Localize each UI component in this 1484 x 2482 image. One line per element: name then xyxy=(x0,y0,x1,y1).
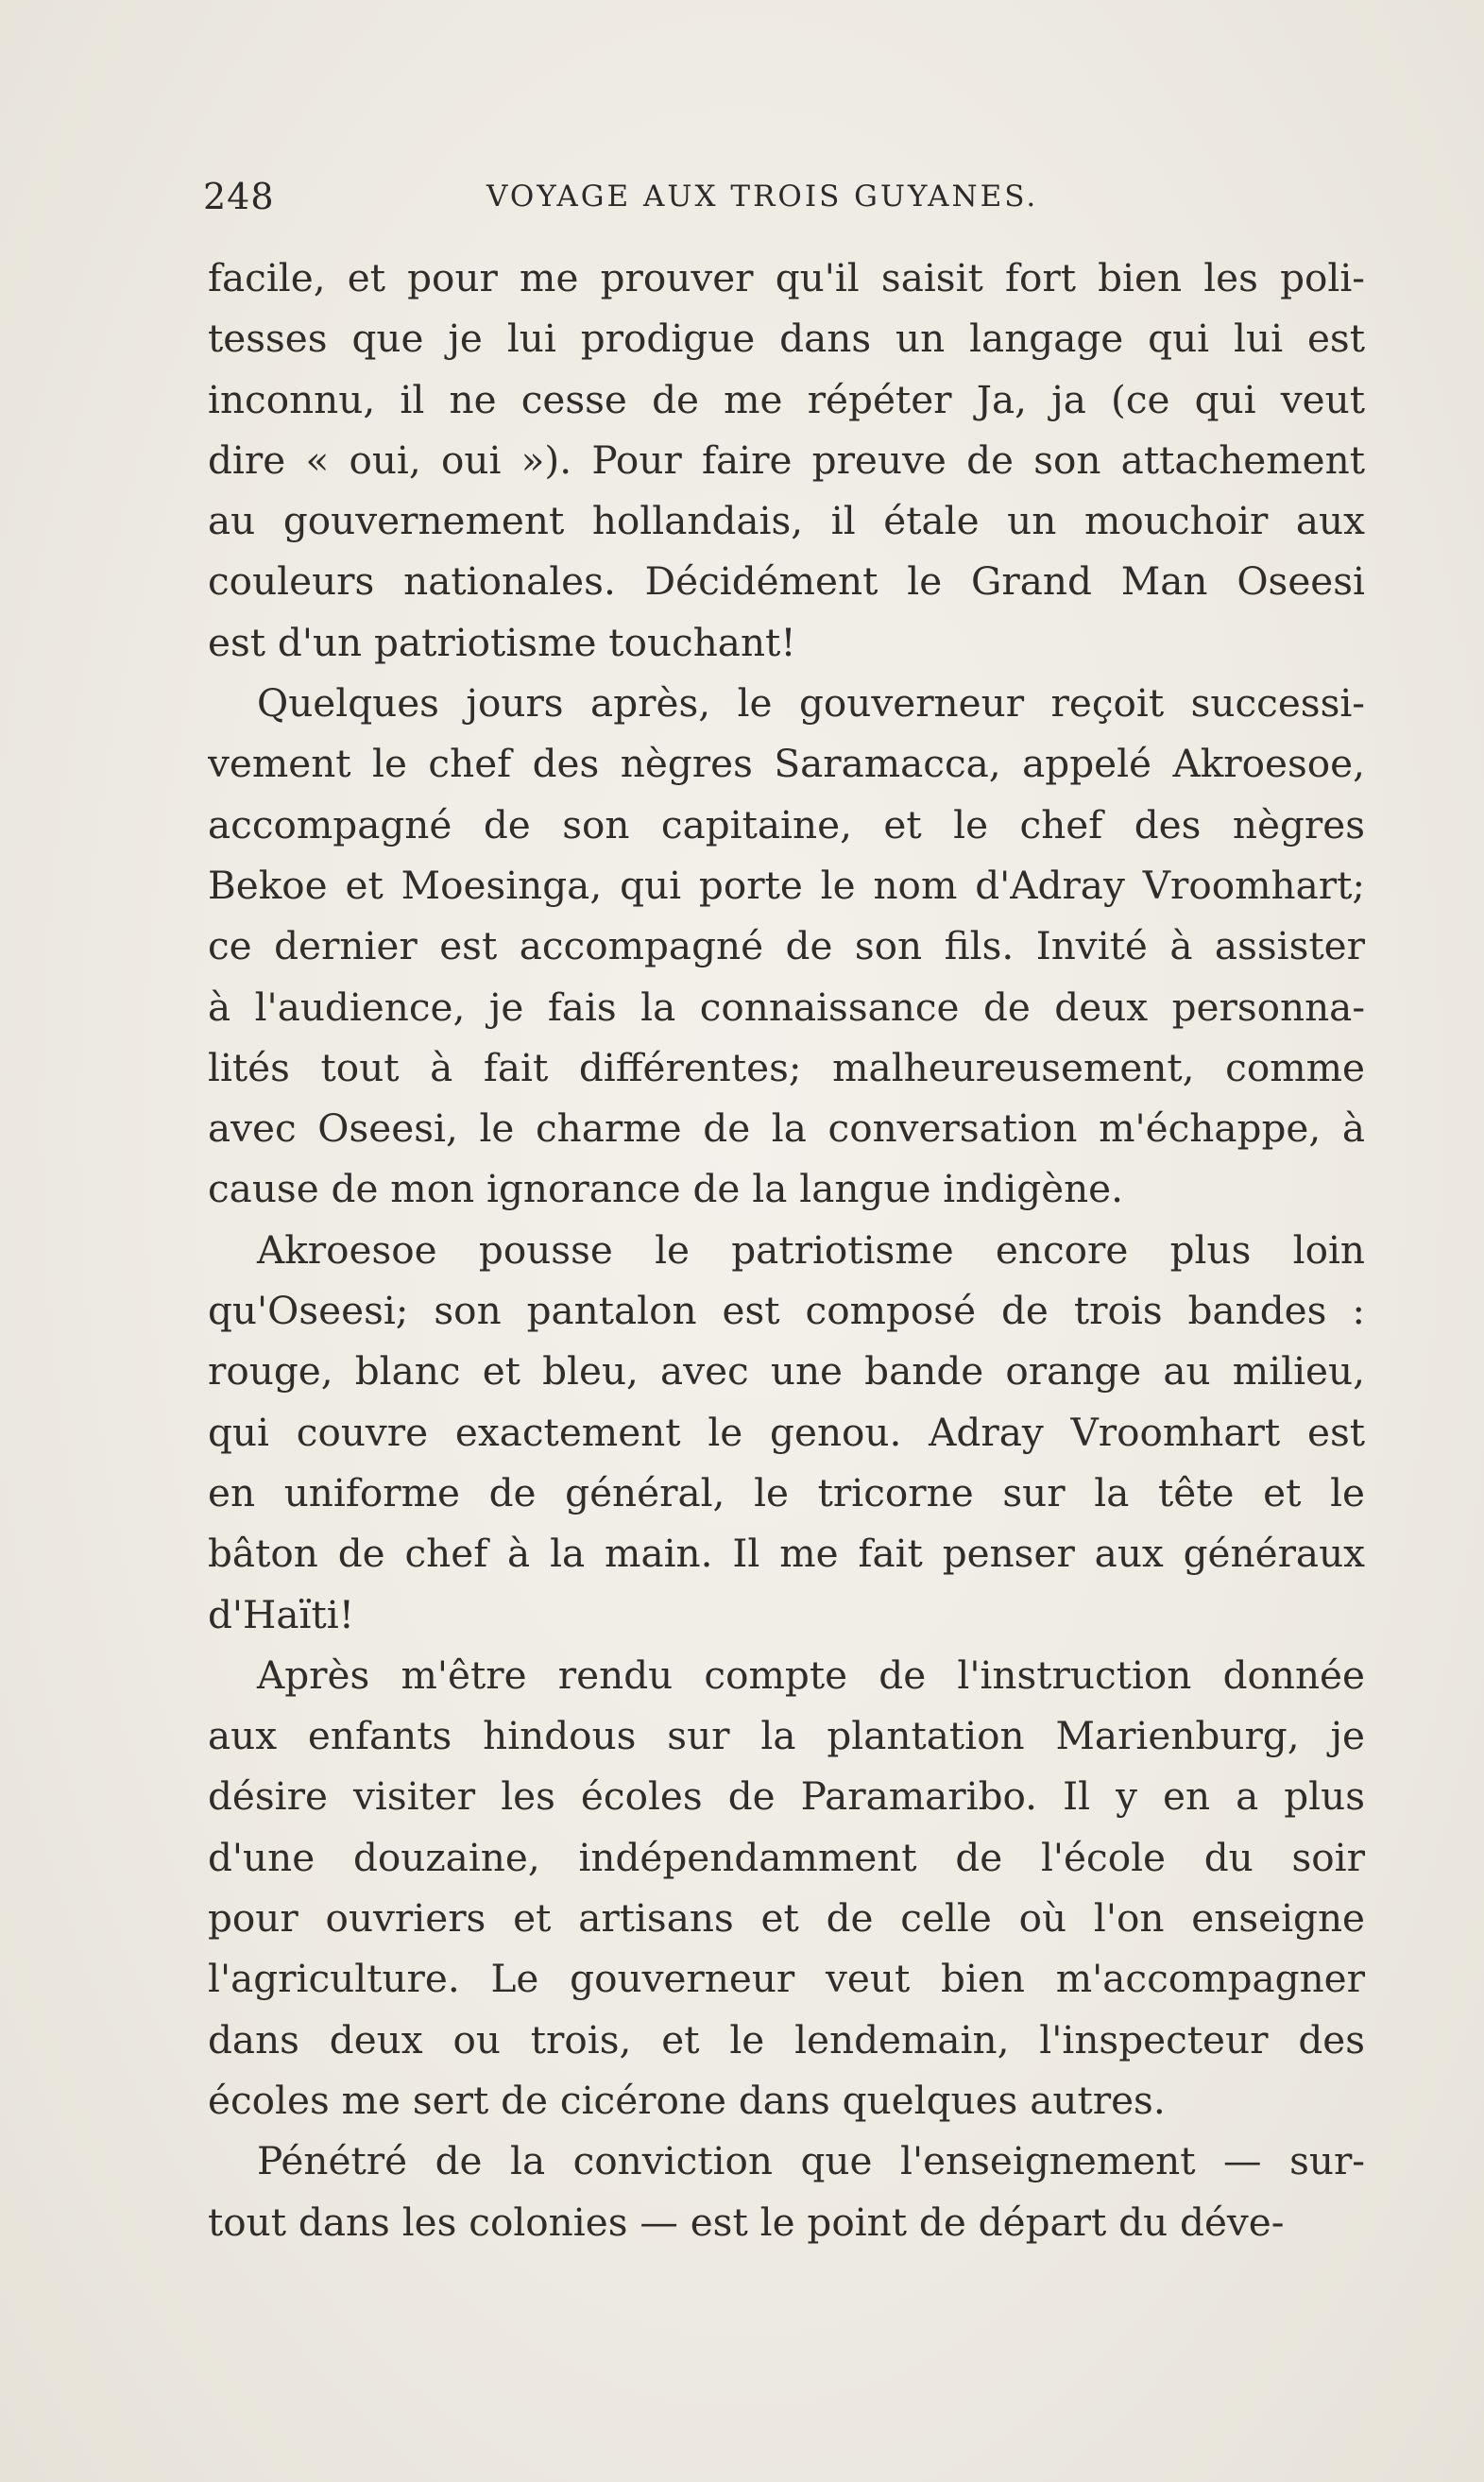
page-header xyxy=(203,176,1365,223)
text-line: tesses que je lui prodigue dans un langage qui lui est xyxy=(208,316,1365,362)
paragraph xyxy=(208,673,1365,1220)
paragraph xyxy=(208,1645,1365,2131)
text-line: écoles me sert de cicérone dans quelques autres. xyxy=(208,2077,1166,2123)
text-line: dans deux ou trois, et le lendemain, l'inspecteur des xyxy=(208,2016,1365,2063)
text-line: qui couvre exactement le genou. Adray Vroomhart est xyxy=(208,1409,1365,1455)
text-line: avec Oseesi, le charme de la conversation m'échappe, à xyxy=(208,1105,1365,1152)
text-line: qu'Oseesi; son pantalon est composé de trois bandes : xyxy=(208,1288,1365,1334)
text-line: désire visiter les écoles de Paramaribo. Il y en a plus xyxy=(208,1773,1365,1820)
text-line: couleurs nationales. Décidément le Grand Man Oseesi xyxy=(208,558,1365,605)
text-line: rouge, blanc et bleu, avec une bande orange au milieu, xyxy=(208,1348,1365,1395)
text-line: tout dans les colonies — est le point de départ du déve- xyxy=(208,2199,1285,2245)
text-line: Quelques jours après, le gouverneur reçoit successi- xyxy=(257,680,1365,727)
body-text xyxy=(208,248,1365,2252)
text-line: Bekoe et Moesinga, qui porte le nom d'Adray Vroomhart; xyxy=(208,862,1365,908)
text-line: d'Haïti! xyxy=(208,1591,354,1637)
text-line: lités tout à fait différentes; malheureusement, comme xyxy=(208,1044,1365,1090)
text-line: aux enfants hindous sur la plantation Marienburg, je xyxy=(208,1713,1365,1759)
text-line: inconnu, il ne cesse de me répéter Ja, ja (ce qui veut xyxy=(208,376,1365,422)
text-line: au gouvernement hollandais, il étale un mouchoir aux xyxy=(208,498,1365,544)
text-line: facile, et pour me prouver qu'il saisit fort bien les poli- xyxy=(208,255,1365,300)
text-line: Après m'être rendu compte de l'instruction donnée xyxy=(257,1652,1365,1698)
text-line: est d'un patriotisme touchant! xyxy=(208,619,796,665)
page-number: 248 xyxy=(203,176,275,217)
running-title: VOYAGE AUX TROIS GUYANES. xyxy=(486,180,1039,214)
text-line: ce dernier est accompagné de son fils. Invité à assister xyxy=(208,923,1365,969)
text-line: Pénétré de la conviction que l'enseignement — sur- xyxy=(257,2138,1365,2184)
text-line: à l'audience, je fais la connaissance de deux personna- xyxy=(208,984,1365,1030)
text-line: cause de mon ignorance de la langue indigène. xyxy=(208,1166,1124,1212)
text-line: l'agriculture. Le gouverneur veut bien m'accompagner xyxy=(208,1956,1365,2002)
text-line: d'une douzaine, indépendamment de l'école du soir xyxy=(208,1834,1365,1880)
text-line: bâton de chef à la main. Il me fait penser aux généraux xyxy=(208,1531,1365,1577)
text-line: vement le chef des nègres Saramacca, appelé Akroesoe, xyxy=(208,741,1365,787)
text-line: Akroesoe pousse le patriotisme encore plus loin xyxy=(257,1226,1365,1273)
text-line: en uniforme de général, le tricorne sur la tête et le xyxy=(208,1469,1365,1515)
text-line: dire « oui, oui »). Pour faire preuve de son attachement xyxy=(208,436,1365,483)
text-line: pour ouvriers et artisans et de celle où l'on enseigne xyxy=(208,1895,1365,1942)
paragraph xyxy=(208,248,1365,673)
text-line: accompagné de son capitaine, et le chef des nègres xyxy=(208,801,1365,847)
paragraph xyxy=(208,1220,1365,1645)
paragraph xyxy=(208,2131,1365,2252)
